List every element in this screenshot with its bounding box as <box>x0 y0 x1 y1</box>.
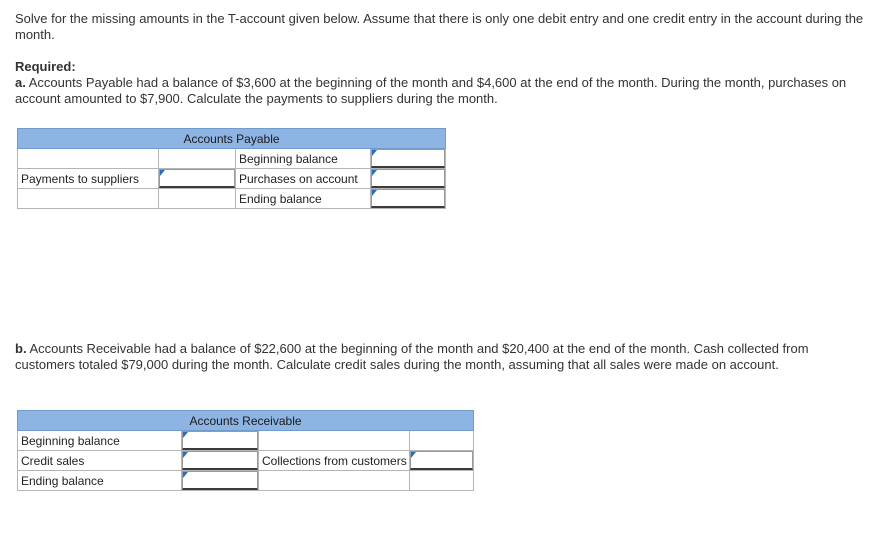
ap-debit-label <box>18 189 159 209</box>
ar-credit-label: Collections from customers <box>259 451 410 471</box>
accounts-payable-table <box>17 128 446 209</box>
part-b-body: Accounts Receivable had a balance of $22,600 at the beginning of the month and $20,400 at the end of the month. Cash collected from customers totaled $79,000 during the month. Calculate credit sales during the month, assuming that all sales were made on account. <box>15 341 809 372</box>
table-row <box>18 169 446 189</box>
ap-debit-label <box>18 149 159 169</box>
table-row <box>18 431 474 451</box>
instructions: Solve for the missing amounts in the T-account given below. Assume that there is only one debit entry and one credit entry in the account during the month. <box>15 11 864 42</box>
ap-credit-label: Purchases on account <box>236 169 371 189</box>
ar-beginning-balance-cell <box>182 431 259 451</box>
ar-credit-label <box>259 431 410 451</box>
ar-credit-label <box>259 471 410 491</box>
table-row <box>18 451 474 471</box>
table-row <box>18 189 446 209</box>
ap-payments-input[interactable] <box>159 169 235 188</box>
ar-debit-label: Credit sales <box>18 451 182 471</box>
accounts-receivable-table <box>17 410 474 491</box>
ap-purchases-cell <box>371 169 446 189</box>
ar-credit-sales-cell <box>182 451 259 471</box>
ap-ending-balance-cell <box>371 189 446 209</box>
table-row <box>18 149 446 169</box>
table-row <box>18 471 474 491</box>
ap-ending-balance-input[interactable] <box>371 189 445 208</box>
accounts-payable-title: Accounts Payable <box>18 129 446 149</box>
ap-beginning-balance-cell <box>371 149 446 169</box>
ar-beginning-balance-input[interactable] <box>182 431 258 450</box>
ap-credit-label: Ending balance <box>236 189 371 209</box>
ar-collections-input[interactable] <box>410 451 473 470</box>
part-b-letter: b. <box>15 341 27 356</box>
required-heading: Required: <box>15 59 76 74</box>
part-a-text <box>15 75 865 107</box>
ar-credit-amount-empty <box>410 471 474 491</box>
part-b-text <box>15 341 865 373</box>
ap-debit-amount-empty <box>159 189 236 209</box>
ap-beginning-balance-input[interactable] <box>371 149 445 168</box>
ar-debit-label: Beginning balance <box>18 431 182 451</box>
part-a-body: Accounts Payable had a balance of $3,600 at the beginning of the month and $4,600 at the end of the month. During the month, purchases on account amounted to $7,900. Calculate the payments to suppliers during the month. <box>15 75 847 106</box>
ap-credit-label: Beginning balance <box>236 149 371 169</box>
ar-ending-balance-cell <box>182 471 259 491</box>
ap-debit-amount-empty <box>159 149 236 169</box>
part-a-letter: a. <box>15 75 26 90</box>
ar-debit-label: Ending balance <box>18 471 182 491</box>
ar-collections-cell <box>410 451 474 471</box>
accounts-receivable-title: Accounts Receivable <box>18 411 474 431</box>
ap-payments-cell <box>159 169 236 189</box>
ar-credit-amount-empty <box>410 431 474 451</box>
ar-ending-balance-input[interactable] <box>182 471 258 490</box>
ap-purchases-input[interactable] <box>371 169 445 188</box>
ap-debit-label: Payments to suppliers <box>18 169 159 189</box>
ar-credit-sales-input[interactable] <box>182 451 258 470</box>
